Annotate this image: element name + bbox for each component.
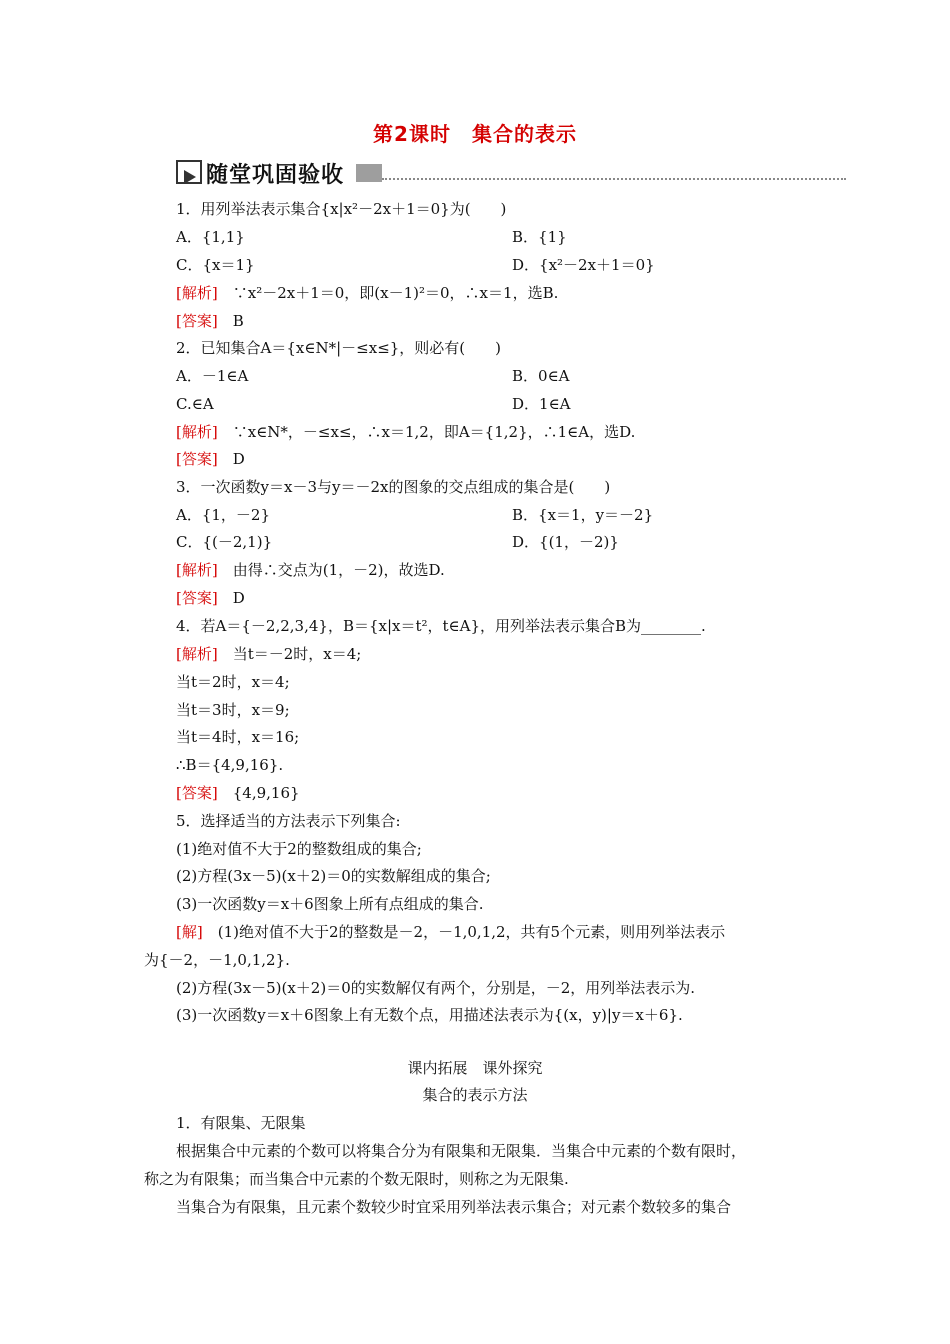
- extension-paragraph: 根据集合中元素的个数可以将集合分为有限集和无限集．当集合中元素的个数有限时，: [176, 1142, 747, 1160]
- q2-analysis-text: ∵x∈N*，－≤x≤，∴x＝1,2，即A＝{1,2}，∴1∈A，选D.: [232, 423, 636, 441]
- q4-analysis-text: 当t＝－2时，x＝4;: [232, 645, 362, 663]
- q5-solution-2: (2)方程(3x－5)(x＋2)＝0的实数解仅有两个，分别是，－2，用列举法表示为.: [176, 979, 696, 997]
- solution-tag: [解]: [176, 923, 203, 941]
- q5-stem: 5．选择适当的方法表示下列集合:: [176, 812, 401, 830]
- q2-answer: [176, 449, 245, 469]
- analysis-tag: [解析]: [176, 561, 218, 579]
- q4-step: 当t＝3时，x＝9;: [176, 701, 290, 719]
- q3-stem: 3．一次函数y＝x－3与y＝－2x的图象的交点组成的集合是( ): [176, 478, 611, 496]
- q2-analysis: [176, 422, 635, 442]
- q4-step: 当t＝4时，x＝16;: [176, 728, 300, 746]
- q3-analysis-text: 由得∴交点为(1，－2)，故选D.: [232, 561, 445, 579]
- q5-item-2: (2)方程(3x－5)(x＋2)＝0的实数解组成的集合;: [176, 867, 491, 885]
- q2-option-c: C.∈A: [176, 395, 214, 413]
- q2-option-d: D．1∈A: [512, 395, 571, 413]
- q5-solution-1-text: (1)绝对值不大于2的整数是－2，－1,0,1,2，共有5个元素，则用列举法表示: [217, 923, 726, 941]
- section-banner: [176, 156, 846, 188]
- q3-answer-text: D: [232, 589, 245, 607]
- q3-option-d: D．{(1，－2)}: [512, 533, 619, 551]
- q5-item-3: (3)一次函数y＝x＋6图象上所有点组成的集合.: [176, 895, 484, 913]
- extension-paragraph-cont: 称之为有限集；而当集合中元素的个数无限时，则称之为无限集.: [144, 1170, 569, 1188]
- q1-option-b: B．{1}: [512, 228, 567, 246]
- banner-dotted-rule: [382, 178, 846, 180]
- q4-step: 当t＝2时，x＝4;: [176, 673, 290, 691]
- q3-analysis: [176, 560, 445, 580]
- extension-subheading: 集合的表示方法: [422, 1086, 528, 1104]
- answer-tag: [答案]: [176, 312, 218, 330]
- answer-tag: [答案]: [176, 784, 218, 802]
- q5-solution-1-cont: 为{－2，－1,0,1,2}.: [144, 951, 290, 969]
- q1-option-a: A．{1,1}: [176, 228, 245, 246]
- q2-stem: 2．已知集合A＝{x∈N*|－≤x≤}，则必有( ): [176, 339, 502, 357]
- analysis-tag: [解析]: [176, 284, 218, 302]
- q5-item-1: (1)绝对值不大于2的整数组成的集合;: [176, 840, 422, 858]
- q1-analysis-text: ∵x²－2x＋1＝0，即(x－1)²＝0，∴x＝1，选B.: [232, 284, 559, 302]
- analysis-tag: [解析]: [176, 423, 218, 441]
- q4-analysis: [176, 644, 361, 664]
- q3-option-c: C．{(－2,1)}: [176, 533, 273, 551]
- analysis-tag: [解析]: [176, 645, 218, 663]
- extension-paragraph-2: 当集合为有限集，且元素个数较少时宜采用列举法表示集合；对元素个数较多的集合: [176, 1198, 732, 1216]
- q1-option-d: D．{x²－2x＋1＝0}: [512, 256, 655, 274]
- q1-option-c: C．{x＝1}: [176, 256, 255, 274]
- q4-stem: 4．若A＝{－2,2,3,4}，B＝{x|x＝t²，t∈A}，用列举法表示集合B为________.: [176, 617, 706, 635]
- extension-heading: 课内拓展 课外探究: [407, 1059, 543, 1077]
- q5-solution-1: [176, 922, 725, 942]
- q5-solution-3: (3)一次函数y＝x＋6图象上有无数个点，用描述法表示为{(x，y)|y＝x＋6}.: [176, 1006, 683, 1024]
- q4-answer-text: {4,9,16}: [232, 784, 300, 802]
- q1-analysis: [176, 283, 558, 303]
- q3-option-a: A．{1，－2}: [176, 506, 271, 524]
- q4-answer: [176, 783, 300, 803]
- q1-answer-text: B: [232, 312, 244, 330]
- q3-answer: [176, 588, 245, 608]
- q1-stem: 1．用列举法表示集合{x|x²－2x＋1＝0}为( ): [176, 200, 507, 218]
- q4-conclusion: ∴B＝{4,9,16}.: [176, 756, 284, 774]
- answer-tag: [答案]: [176, 450, 218, 468]
- banner-grey-block: [356, 164, 382, 182]
- banner-title: 随堂巩固验收: [206, 163, 345, 188]
- q2-option-a: A．－1∈A: [176, 367, 249, 385]
- q1-answer: [176, 311, 244, 331]
- q2-option-b: B．0∈A: [512, 367, 570, 385]
- q2-answer-text: D: [232, 450, 245, 468]
- page-title: 第2课时 集合的表示: [373, 122, 577, 146]
- q3-option-b: B．{x＝1，y＝－2}: [512, 506, 654, 524]
- play-arrow-icon: [176, 160, 202, 184]
- extension-item-1: 1．有限集、无限集: [176, 1114, 306, 1132]
- answer-tag: [答案]: [176, 589, 218, 607]
